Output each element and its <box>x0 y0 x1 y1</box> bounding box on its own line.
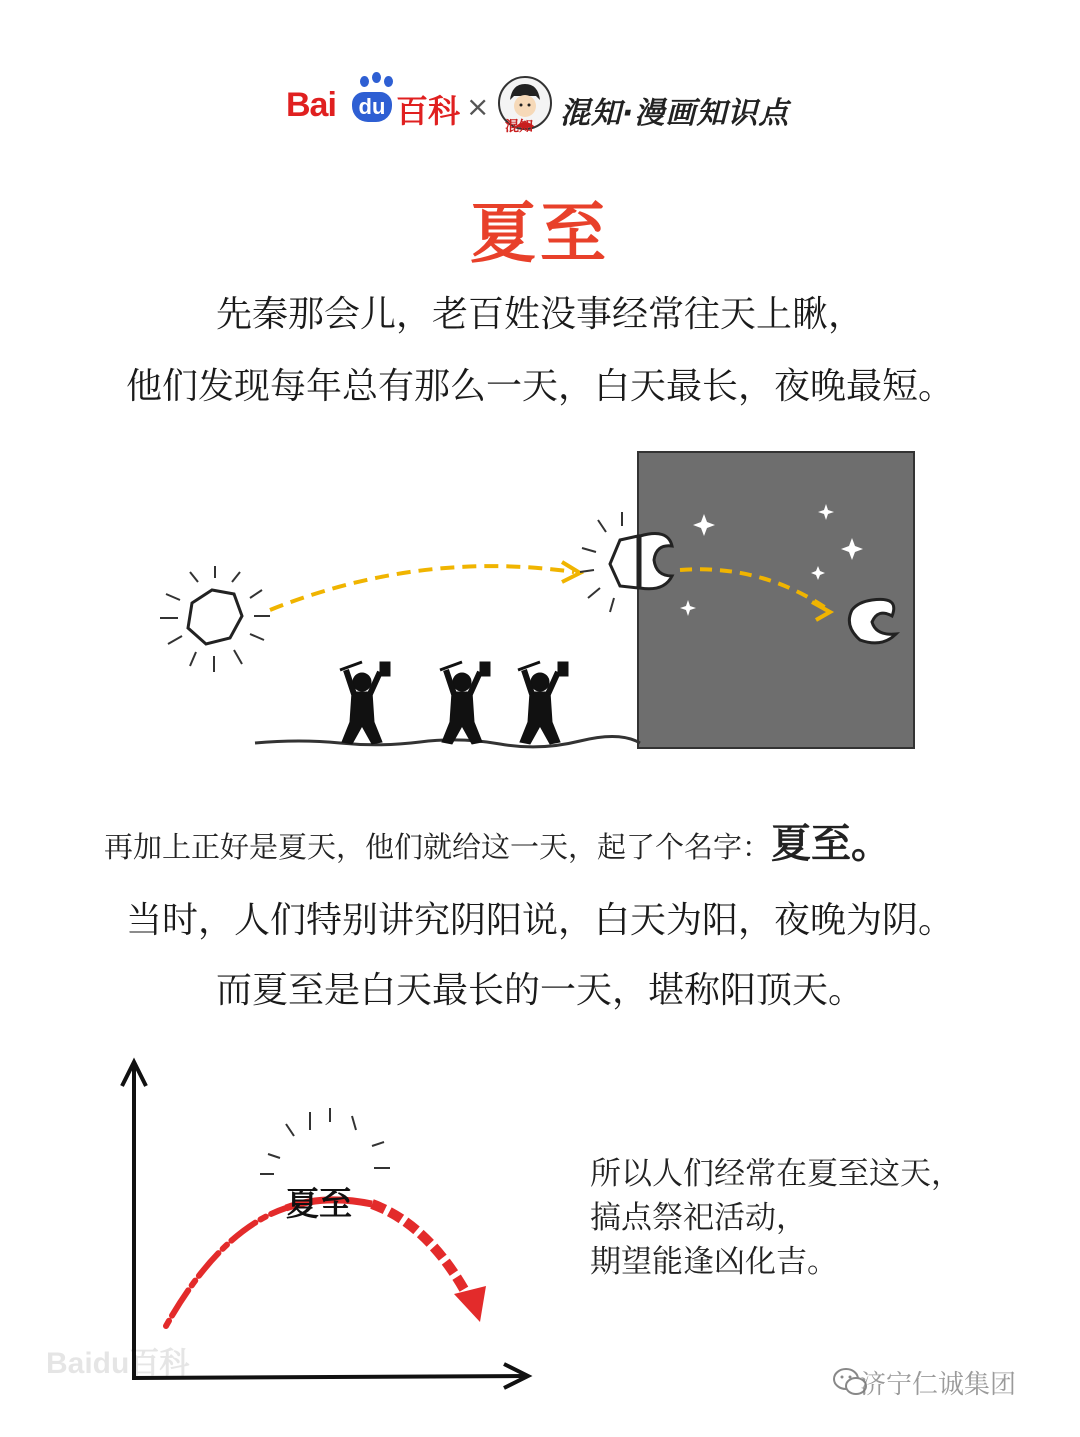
cross-symbol: × <box>466 90 490 123</box>
naming-line <box>104 812 891 869</box>
baidu-baike-text: 百科 <box>396 92 461 130</box>
curve-arrow-icon <box>454 1286 486 1322</box>
brand-header <box>0 72 1080 142</box>
intro-line-1: 先秦那会儿，老百姓没事经常往天上瞅， <box>215 294 864 335</box>
motion-arrow <box>270 566 574 610</box>
intro-line-2: 他们发现每年总有那么一天，白天最长，夜晚最短。 <box>125 366 954 407</box>
page-title: 夏至 <box>470 195 610 272</box>
paw-dot <box>360 76 369 87</box>
series-name: 混知·漫画知识点 <box>560 96 790 131</box>
side-text-line-2: 搞点祭祀活动， <box>590 1200 807 1236</box>
naming-text: 再加上正好是夏天，他们就给这一天，起了个名字： <box>104 830 772 864</box>
naming-highlight: 夏至。 <box>771 821 892 867</box>
sun-to-night-illustration <box>0 440 1080 780</box>
falling-curve <box>372 1204 472 1304</box>
sun-icon <box>160 566 270 672</box>
yinyang-line-2: 而夏至是白天最长的一天，堪称阳顶天。 <box>215 970 864 1011</box>
account-watermark: 济宁仁诚集团 <box>860 1370 1017 1400</box>
emphasis-rays <box>260 1108 390 1174</box>
avatar-label: 混知 <box>505 119 533 135</box>
baidu-logo-paw: du <box>352 92 392 122</box>
side-text-line-1: 所以人们经常在夏至这天， <box>590 1156 962 1192</box>
summer-solstice-curve <box>110 1050 670 1400</box>
yinyang-line-1: 当时，人们特别讲究阴阳说，白天为阳，夜晚为阴。 <box>125 900 954 941</box>
side-text-line-3: 期望能逢凶化吉。 <box>590 1244 838 1280</box>
person-figure-icon <box>518 662 568 744</box>
person-figure-icon <box>440 662 490 744</box>
x-axis <box>132 1376 524 1378</box>
setting-sun-icon <box>580 512 638 612</box>
paw-dot <box>384 76 393 87</box>
rising-curve <box>166 1208 286 1326</box>
people-figures <box>340 662 568 744</box>
paw-dot <box>372 72 381 83</box>
curve-peak-label: 夏至 <box>286 1184 352 1223</box>
person-figure-icon <box>340 662 390 744</box>
arrow-head-icon <box>562 562 580 582</box>
baidu-watermark: Baidu百科 <box>46 1347 190 1380</box>
baidu-logo-text: Bai <box>286 86 336 124</box>
